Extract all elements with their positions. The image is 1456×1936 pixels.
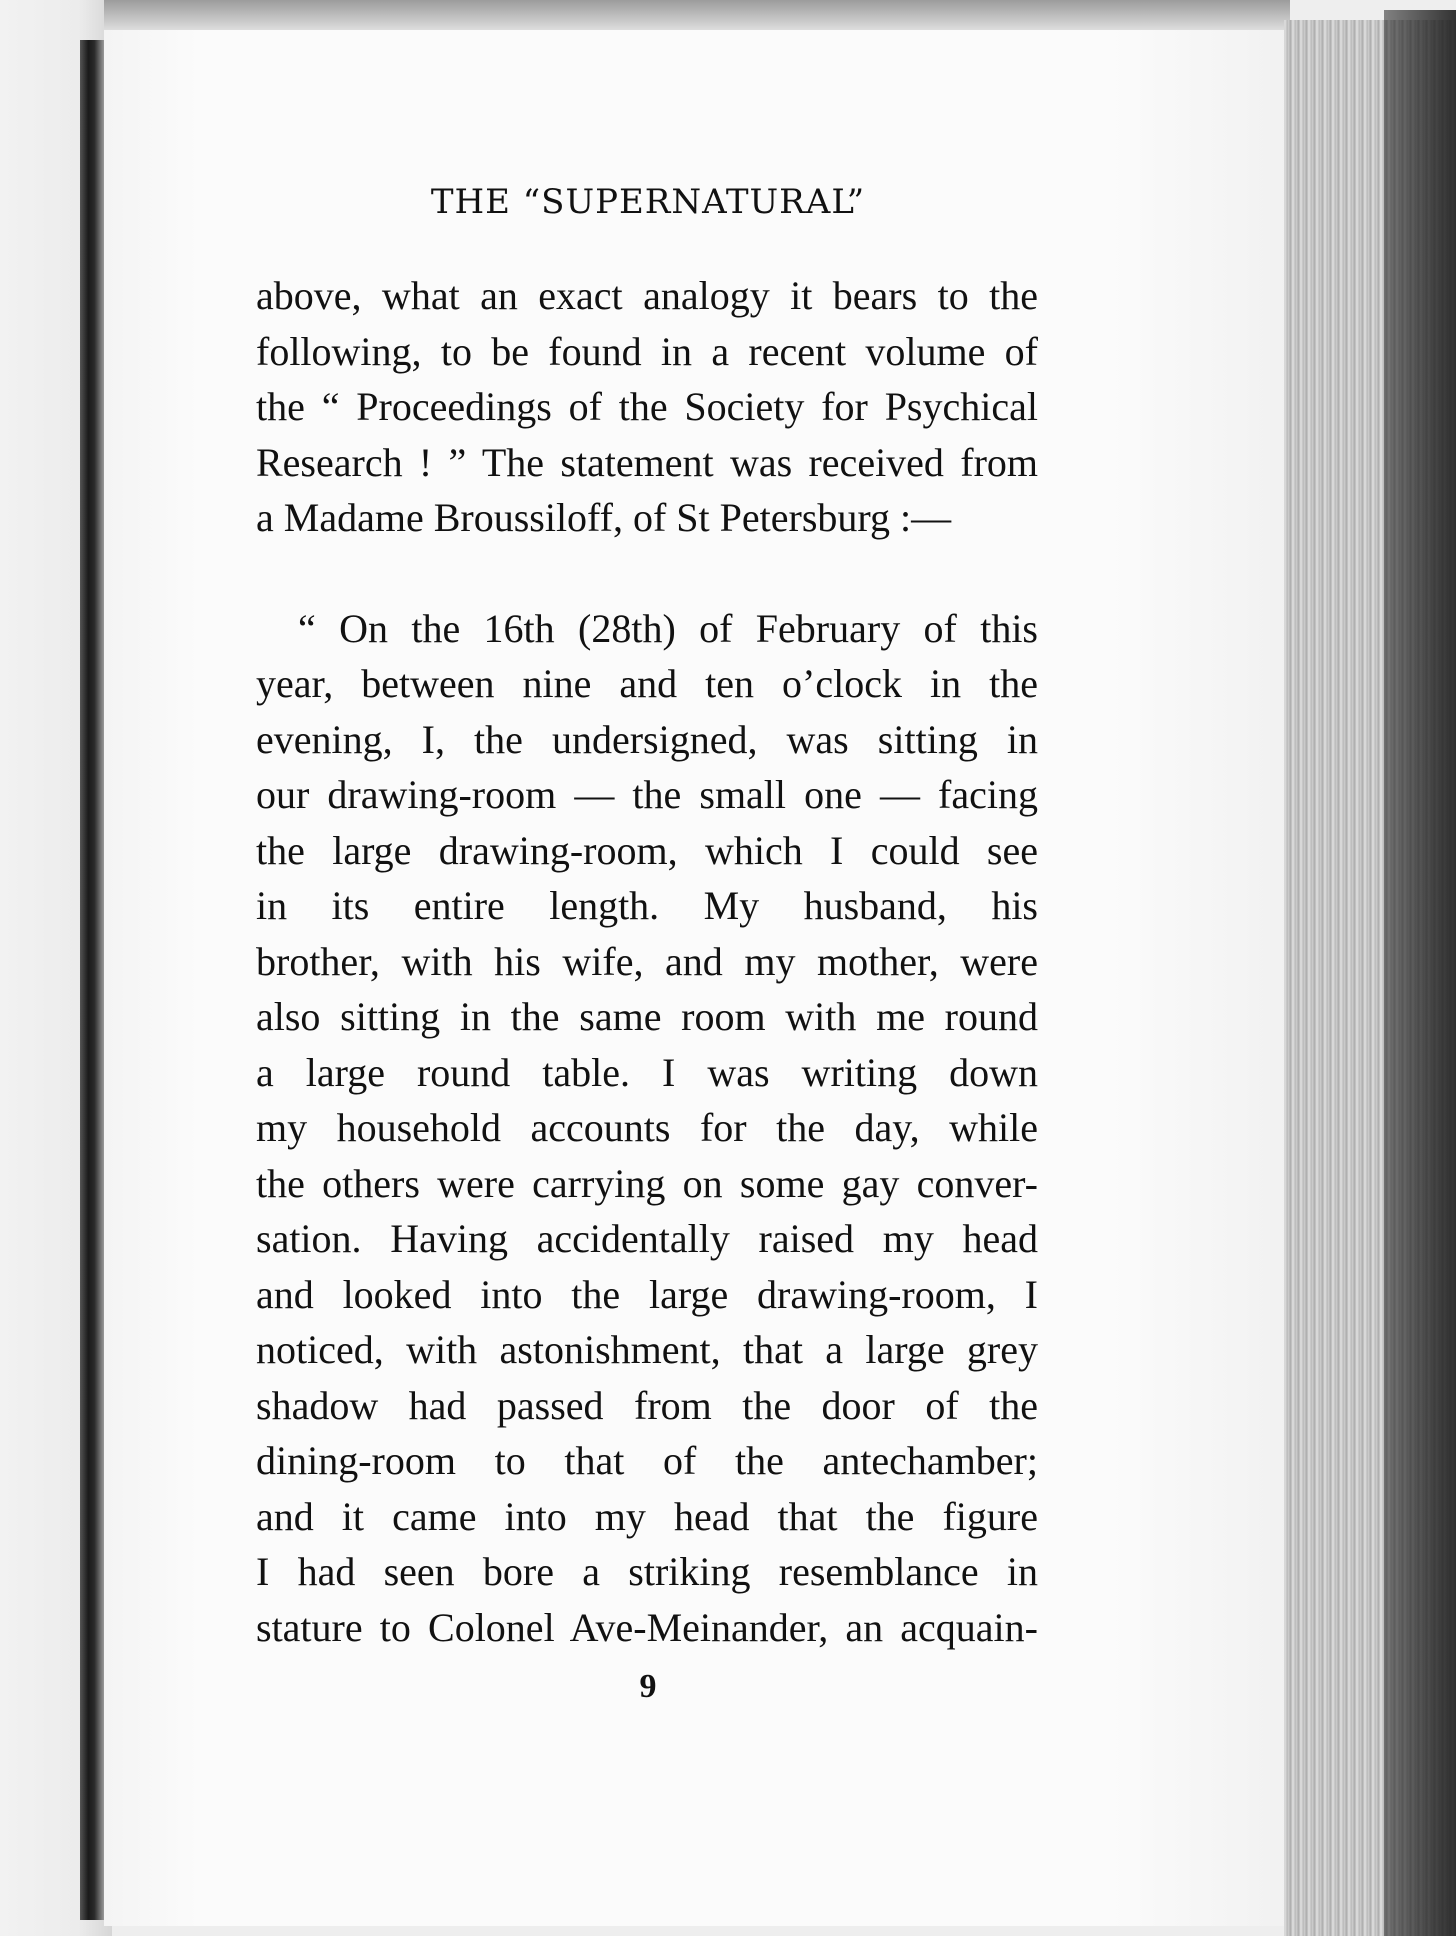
text-line: my household accounts for the day, while <box>256 1105 1038 1150</box>
text-line: shadow had passed from the door of the <box>256 1382 1038 1428</box>
text-line: a large round table. I was writing down <box>256 1049 1038 1095</box>
text-line: I had seen bore a striking resemblance in <box>256 1549 1038 1594</box>
text-line: sation. Having accidentally raised my head <box>256 1216 1038 1261</box>
running-head: THE “SUPERNATURAL” <box>430 182 866 222</box>
text-line: following, to be found in a recent volume of <box>256 328 1038 374</box>
text-line: the large drawing-room, which I could see <box>256 827 1038 873</box>
text-line: above, what an exact analogy it bears to the <box>256 273 1038 318</box>
text-line: also sitting in the same room with me round <box>256 994 1038 1039</box>
text-line: a Madame Broussiloff, of St Petersburg :— <box>256 495 952 540</box>
text-line: and it came into my head that the figure <box>256 1493 1038 1539</box>
page-number: 9 <box>639 1668 657 1705</box>
book-gutter <box>80 40 104 1920</box>
text-line: year, between nine and ten o’clock in the <box>256 661 1038 706</box>
text-line: the others were carrying on some gay conver- <box>256 1160 1038 1206</box>
text-line: the “ Proceedings of the Society for Psychical <box>256 384 1038 429</box>
text-line: our drawing-room — the small one — facing <box>256 772 1038 817</box>
text-line: Research ! ” The statement was received from <box>256 439 1038 485</box>
paragraph-gap <box>256 546 1038 601</box>
text-line: brother, with his wife, and my mother, were <box>256 938 1038 984</box>
body-text <box>256 268 1038 1655</box>
paragraph-intro <box>256 268 1038 546</box>
text-line: dining-room to that of the antechamber; <box>256 1438 1038 1483</box>
text-line: noticed, with astonishment, that a large grey <box>256 1327 1038 1372</box>
text-line: evening, I, the undersigned, was sitting in <box>256 716 1038 762</box>
paragraph-quote <box>256 601 1038 1656</box>
text-line: “ On the 16th (28th) of February of this <box>298 605 1038 651</box>
text-line: and looked into the large drawing-room, I <box>256 1271 1038 1317</box>
text-line: stature to Colonel Ave-Meinander, an acquain- <box>256 1604 1038 1650</box>
text-line: in its entire length. My husband, his <box>256 883 1038 928</box>
page-edges-shadow <box>1384 10 1456 1936</box>
